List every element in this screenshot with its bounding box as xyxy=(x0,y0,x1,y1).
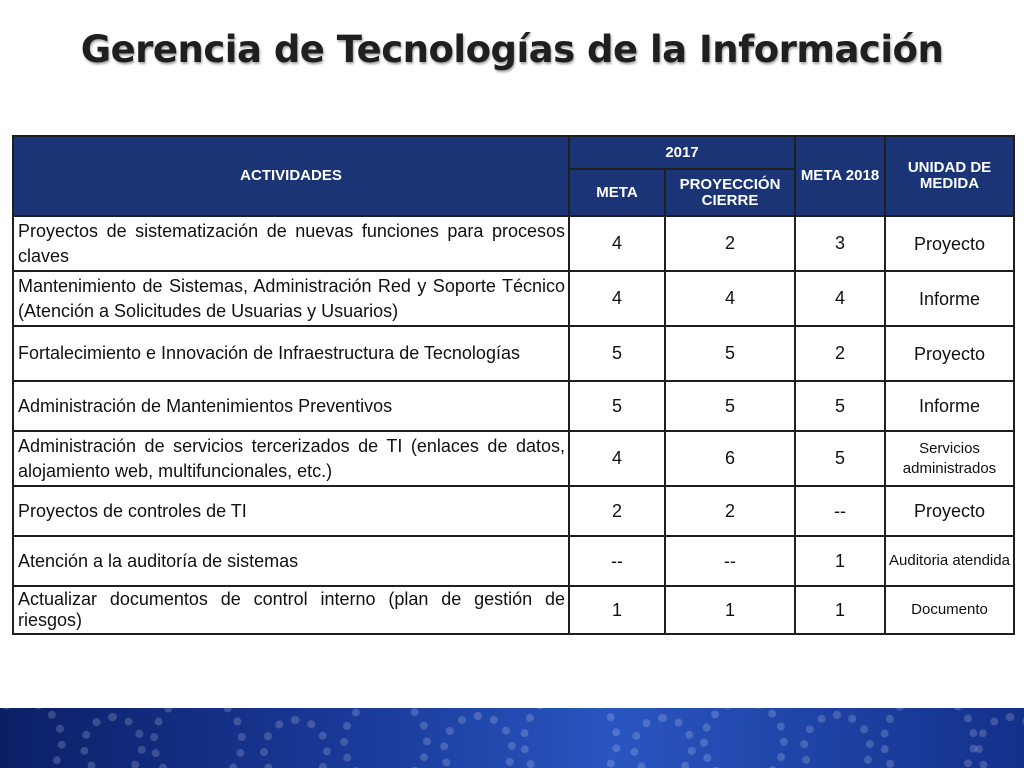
activity-cell: Administración de servicios tercerizados de TI (enlaces de datos, alojamiento web, multifuncionales, etc.) xyxy=(13,431,569,486)
table-row xyxy=(13,586,1014,634)
header-year-2017: 2017 xyxy=(569,136,795,169)
meta-cell: -- xyxy=(569,536,665,586)
gear-icon xyxy=(150,708,246,768)
meta-2018-cell: 1 xyxy=(795,586,885,634)
table-row xyxy=(13,431,1014,486)
table-row xyxy=(13,536,1014,586)
meta-2018-cell: 2 xyxy=(795,326,885,381)
header-meta-2018: META 2018 xyxy=(795,136,885,216)
meta-cell: 2 xyxy=(569,486,665,536)
projection-cell: 2 xyxy=(665,486,795,536)
meta-2018-cell: 3 xyxy=(795,216,885,271)
header-unit: UNIDAD DE MEDIDA xyxy=(885,136,1014,216)
meta-cell: 4 xyxy=(569,271,665,326)
header-activities: ACTIVIDADES xyxy=(13,136,569,216)
activity-cell: Actualizar documentos de control interno (plan de gestión de riesgos) xyxy=(13,586,569,634)
unit-cell: Proyecto xyxy=(885,216,1014,271)
activity-cell: Proyectos de controles de TI xyxy=(13,486,569,536)
projection-cell: 5 xyxy=(665,326,795,381)
table-body xyxy=(13,216,1014,634)
gear-icon xyxy=(630,714,696,768)
activities-table xyxy=(12,135,1015,635)
unit-cell: Proyecto xyxy=(885,486,1014,536)
meta-cell: 5 xyxy=(569,381,665,431)
meta-2018-cell: 1 xyxy=(795,536,885,586)
activity-cell: Fortalecimiento e Innovación de Infraestructura de Tecnologías xyxy=(13,326,569,381)
slide-title: Gerencia de Tecnologías de la Información xyxy=(80,28,944,71)
unit-cell: Auditoria atendida xyxy=(885,536,1014,586)
gear-icon xyxy=(800,711,874,768)
table-row xyxy=(13,216,1014,271)
activity-cell: Mantenimiento de Sistemas, Administración Red y Soporte Técnico (Atención a Solicitudes de Usuarias y Usuarios) xyxy=(13,271,569,326)
unit-cell: Informe xyxy=(885,271,1014,326)
unit-cell: Informe xyxy=(885,381,1014,431)
table-row xyxy=(13,326,1014,381)
meta-2018-cell: -- xyxy=(795,486,885,536)
header-projection: PROYECCIÓN CIERRE xyxy=(665,169,795,216)
meta-cell: 4 xyxy=(569,431,665,486)
activity-cell: Atención a la auditoría de sistemas xyxy=(13,536,569,586)
unit-cell: Documento xyxy=(885,586,1014,634)
header-meta: META xyxy=(569,169,665,216)
gear-icon xyxy=(700,708,788,768)
gear-icon xyxy=(340,708,431,768)
gear-icon xyxy=(975,713,1024,768)
table-row xyxy=(13,486,1014,536)
meta-2018-cell: 4 xyxy=(795,271,885,326)
gear-icon xyxy=(80,713,146,768)
gear-icon xyxy=(0,708,66,768)
meta-cell: 5 xyxy=(569,326,665,381)
activity-cell: Administración de Mantenimientos Preventivos xyxy=(13,381,569,431)
meta-2018-cell: 5 xyxy=(795,381,885,431)
projection-cell: -- xyxy=(665,536,795,586)
table-header xyxy=(13,136,1014,216)
activity-cell: Proyectos de sistematización de nuevas funciones para procesos claves xyxy=(13,216,569,271)
footer-gear-band xyxy=(0,708,1024,768)
projection-cell: 4 xyxy=(665,271,795,326)
meta-cell: 4 xyxy=(569,216,665,271)
projection-cell: 5 xyxy=(665,381,795,431)
gear-icon xyxy=(520,708,621,768)
projection-cell: 2 xyxy=(665,216,795,271)
projection-cell: 1 xyxy=(665,586,795,634)
gear-icon xyxy=(440,712,516,768)
meta-cell: 1 xyxy=(569,586,665,634)
meta-2018-cell: 5 xyxy=(795,431,885,486)
table-row xyxy=(13,271,1014,326)
table-row xyxy=(13,381,1014,431)
unit-cell: Proyecto xyxy=(885,326,1014,381)
gear-icon xyxy=(260,716,331,768)
unit-cell: Servicios administrados xyxy=(885,431,1014,486)
projection-cell: 6 xyxy=(665,431,795,486)
gear-icon xyxy=(880,708,978,768)
